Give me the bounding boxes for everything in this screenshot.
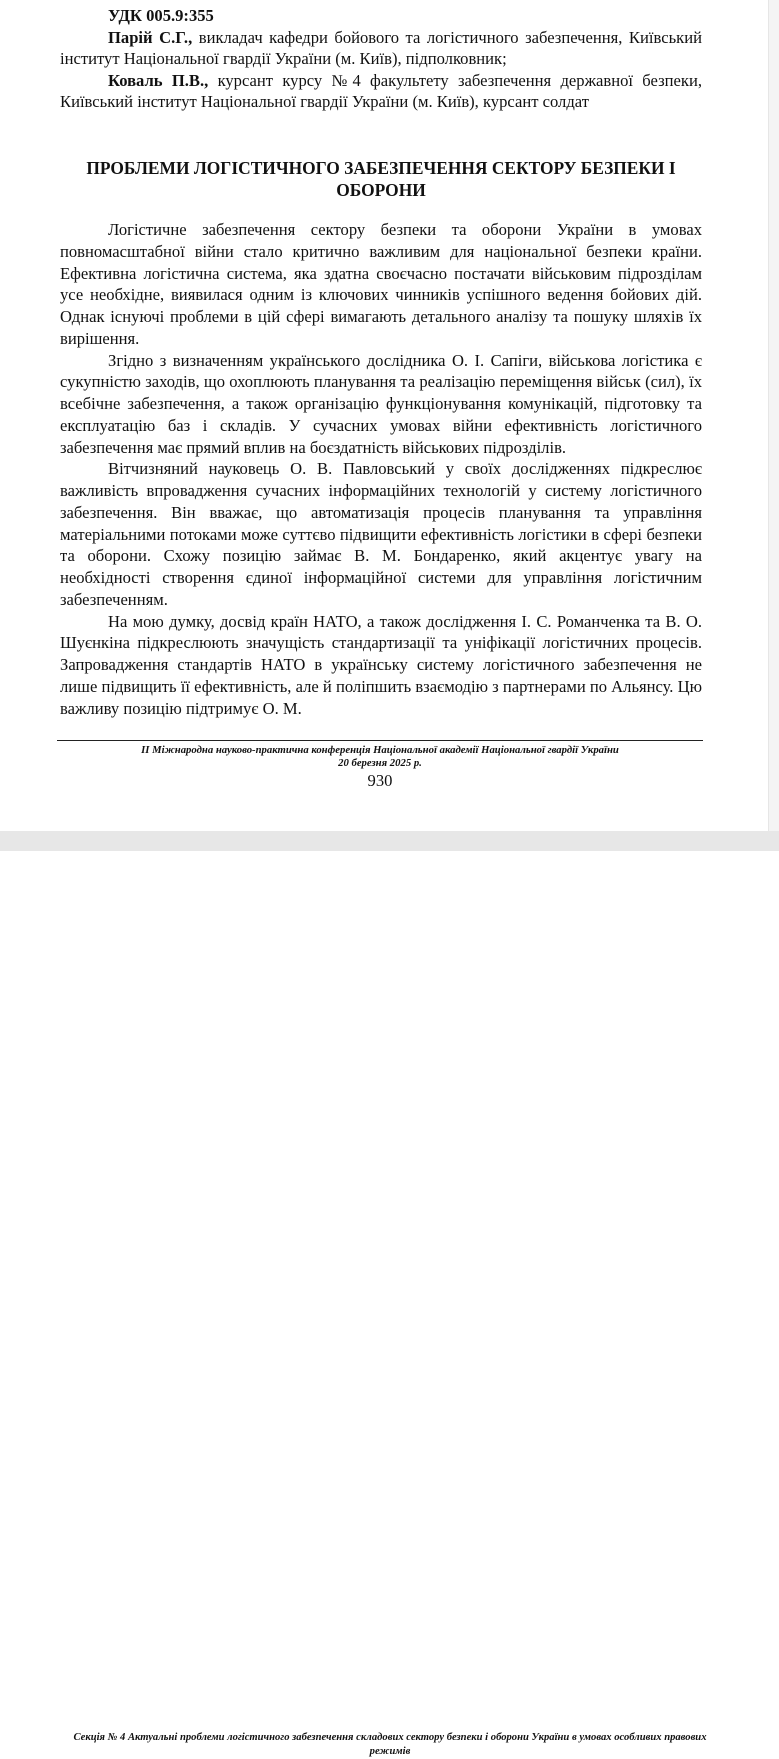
author-entry	[60, 27, 702, 70]
article-body	[60, 219, 702, 719]
author-details: курсант курсу №4 факультету забезпечення державної безпеки, Київський інститут Національної гвардії України (м. Київ), курсант солдат	[60, 70, 702, 111]
page-number: 930	[367, 771, 393, 790]
body-paragraph: На мою думку, досвід країн НАТО, а також дослідження І. С. Романченка та В. О. Шуєнкіна підкреслюють значущість стандартизації та уніфікації логістичних процесів. Запровадження стандартів НАТО в українську систему логістичного забезпечення не лише підвищить її ефективність, але й поліпшить взаємодію з партнерами по Альянсу. Цю важливу позицію підтримує О. М.	[60, 611, 702, 718]
article-title	[60, 157, 702, 201]
footer-divider	[57, 740, 703, 741]
section-header: Секція № 4 Актуальні проблеми логістичного забезпечення складових сектору безпеки і оборони України в умовах особливих правових режимів	[73, 1732, 707, 1757]
body-paragraph: Логістичне забезпечення сектору безпеки та оборони України в умовах повномасштабної війни стало критично важливим для національної безпеки країни. Ефективна логістична система, яка здатна своєчасно постачати військовим підрозділам усе необхідне, виявилася одним із ключових чинників успішного ведення бойових дій. Однак існуючі проблеми в цій сфері вимагають детального аналізу та пошуку шляхів їх вирішення.	[60, 220, 702, 348]
conference-footer	[57, 744, 703, 770]
document-page	[0, 0, 769, 831]
article-title-line: ПРОБЛЕМИ ЛОГІСТИЧНОГО ЗАБЕЗПЕЧЕННЯ СЕКТОРУ БЕЗПЕКИ І	[86, 158, 676, 178]
viewer-scrollbar-track[interactable]	[768, 0, 779, 831]
next-document-page	[0, 851, 779, 1757]
conference-name: ІІ Міжнародна науково-практична конференція Національної академії Національної гвардії України	[141, 744, 619, 756]
author-details: викладач кафедри бойового та логістичного забезпечення, Київський інститут Національної гвардії України (м. Київ), підполковник;	[60, 28, 702, 69]
author-list	[60, 27, 702, 112]
author-entry	[60, 70, 702, 113]
body-paragraph: Вітчизняний науковець О. В. Павловський у своїх дослідженнях підкреслює важливість впровадження сучасних інформаційних технологій у систему логістичного забезпечення. Він вважає, що автоматизація процесів планування та управління матеріальними потоками може суттєво підвищити ефективність логістики в сфері безпеки та оборони. Схожу позицію займає В. М. Бондаренко, який акцентує увагу на необхідності створення єдиної інформаційної системи для управління логістичним забезпеченням.	[60, 459, 702, 609]
author-name: Коваль П.В.,	[108, 70, 209, 90]
udc-code: УДК 005.9:355	[108, 6, 214, 25]
page-gap	[0, 831, 779, 851]
author-name: Парій С.Г.,	[108, 28, 193, 47]
article-title-line: ОБОРОНИ	[336, 180, 426, 200]
conference-date: 20 березня 2025 р.	[338, 757, 422, 769]
body-paragraph: Згідно з визначенням українського дослідника О. І. Сапіги, військова логістика є сукупністю заходів, що охоплюють планування та реалізацію переміщення військ (сил), їх всебічне забезпечення, а також організацію функціонування комунікацій, підготовку та експлуатацію баз і складів. У сучасних умовах війни ефективність логістичного забезпечення має прямий вплив на боєздатність військових підрозділів.	[60, 350, 702, 457]
